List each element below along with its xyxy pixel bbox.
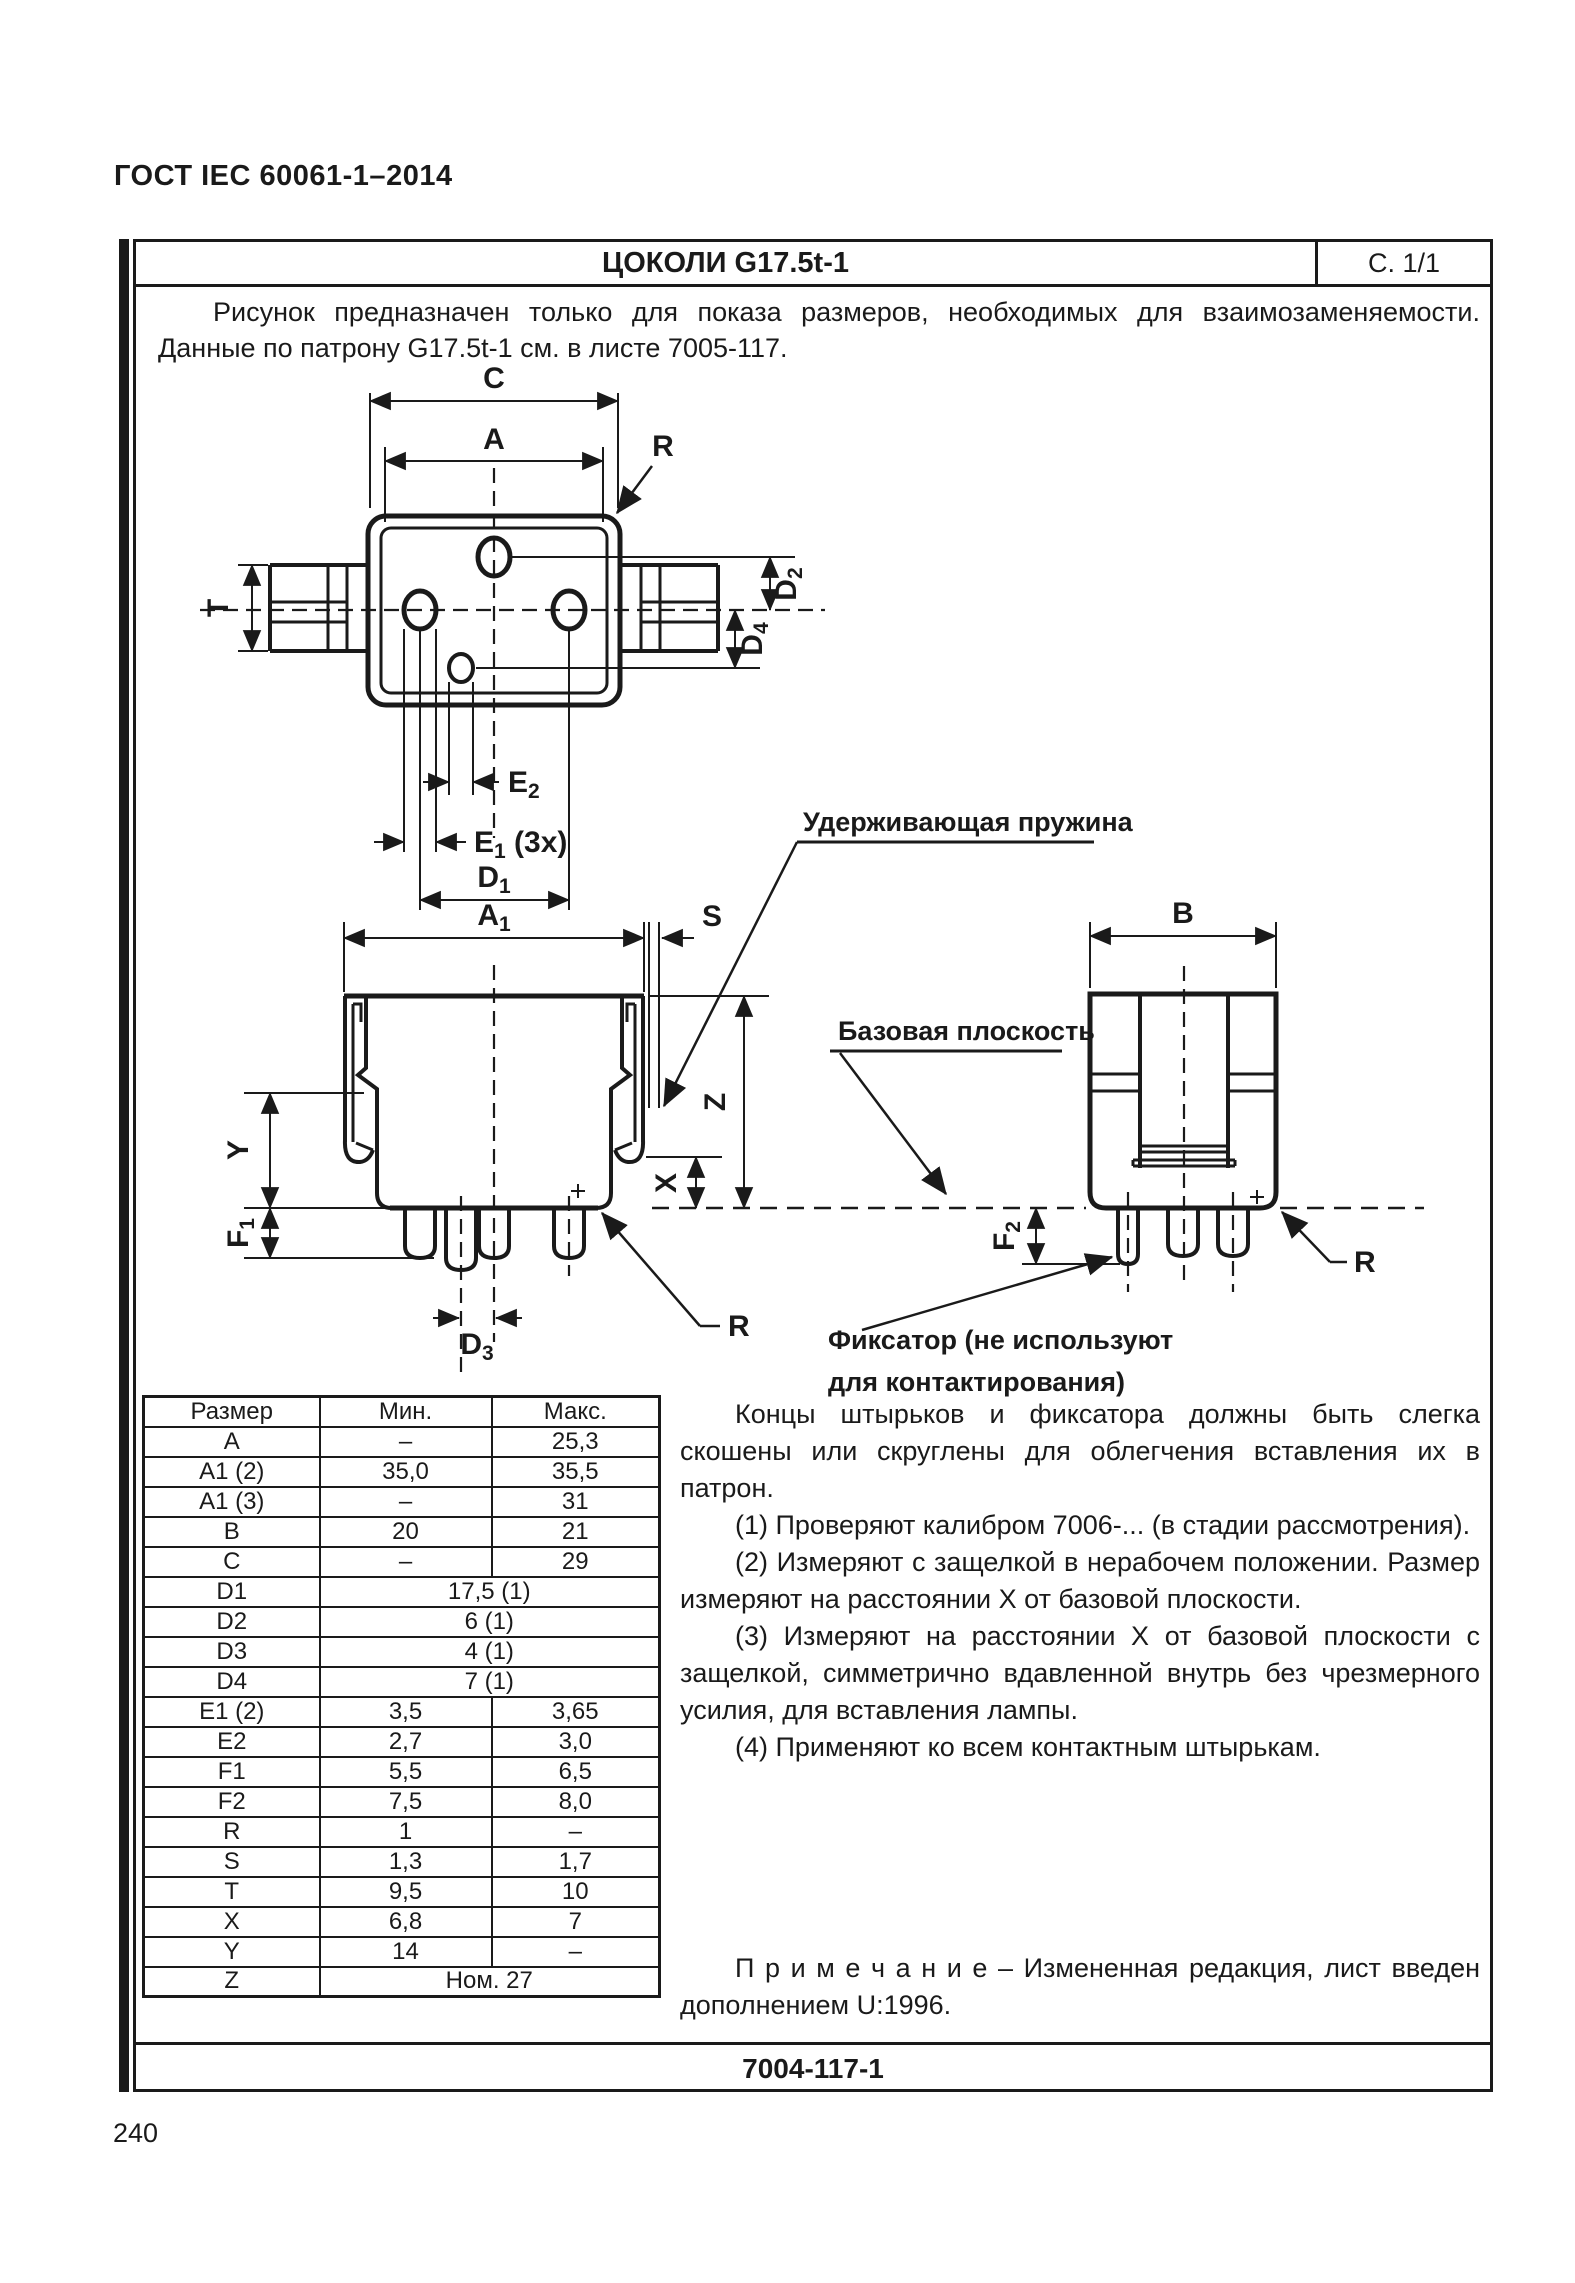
- dim-label-E2: $E_2$: [508, 766, 540, 803]
- table-row: [144, 1937, 660, 1967]
- leader-R-top: [617, 466, 652, 513]
- col-header-max: Макс.: [492, 1397, 660, 1427]
- cell-size: D1: [144, 1577, 320, 1607]
- cell-max: –: [492, 1817, 660, 1847]
- dim-label-A: A: [483, 423, 505, 456]
- dim-label-B: B: [1172, 897, 1194, 930]
- dim-label-X: X: [650, 1172, 683, 1194]
- base-plane-callout: Базовая плоскость: [838, 1016, 1095, 1046]
- dim-label-D2: $D_2$: [770, 567, 807, 601]
- fixator-pin-front: [446, 1208, 476, 1270]
- binding-spine-bar: [119, 239, 129, 2092]
- cell-max: 31: [492, 1487, 660, 1517]
- cell-min: 1,3: [320, 1847, 492, 1877]
- cell-min: 1: [320, 1817, 492, 1847]
- leader-R-front: [602, 1213, 700, 1326]
- dim-label-T: T: [202, 598, 235, 618]
- cell-size: S: [144, 1847, 320, 1877]
- cell-min: 20: [320, 1517, 492, 1547]
- table-row: [144, 1697, 660, 1727]
- table-row: [144, 1577, 660, 1607]
- cell-min: –: [320, 1487, 492, 1517]
- cell-value: Ном. 27: [320, 1967, 660, 1997]
- cell-min: 7,5: [320, 1787, 492, 1817]
- table-row: [144, 1727, 660, 1757]
- cell-size: E2: [144, 1727, 320, 1757]
- cell-max: 1,7: [492, 1847, 660, 1877]
- spring-leader: [664, 842, 797, 1106]
- table-header-row: [144, 1397, 660, 1427]
- cell-value: 6 (1): [320, 1607, 660, 1637]
- cell-max: 29: [492, 1547, 660, 1577]
- footer-bar: [133, 2042, 1493, 2092]
- remark-note: П р и м е ч а н и е – Измененная редакция, лист введен дополнением U:1996.: [680, 1953, 1480, 2020]
- standard-designation: ГОСТ IEC 60061-1–2014: [114, 160, 453, 192]
- dim-label-C: C: [483, 362, 505, 395]
- dim-label-E1: $E_1$ (3x): [474, 826, 568, 863]
- cell-max: 7: [492, 1907, 660, 1937]
- cell-min: –: [320, 1427, 492, 1457]
- cell-size: A1 (3): [144, 1487, 320, 1517]
- table-row: [144, 1757, 660, 1787]
- table-row: [144, 1877, 660, 1907]
- cell-size: B: [144, 1517, 320, 1547]
- title-bar: [133, 239, 1493, 287]
- fixator-pin: [449, 654, 473, 682]
- plus-mark-side: [1250, 1190, 1264, 1204]
- plus-mark-front: [571, 1184, 585, 1198]
- technical-drawing: [140, 362, 1510, 1400]
- table-row: [144, 1787, 660, 1817]
- note-paragraph: (3) Измеряют на расстоянии X от базовой плоскости с защелкой, симметрично вдавленной внутрь без чрезмерного усилия, для вставления лампы.: [680, 1621, 1480, 1725]
- cell-value: 17,5 (1): [320, 1577, 660, 1607]
- left-retaining-spring: [345, 996, 373, 1162]
- dim-label-F2: $F_2$: [988, 1220, 1025, 1252]
- dim-label-D1: $D_1$: [477, 861, 511, 898]
- dim-label-D3: $D_3$: [460, 1328, 494, 1365]
- base-plane-leader: [840, 1053, 946, 1194]
- cell-size: F1: [144, 1757, 320, 1787]
- table-row: [144, 1607, 660, 1637]
- cell-size: A: [144, 1427, 320, 1457]
- table-row: [144, 1427, 660, 1457]
- cell-max: 8,0: [492, 1787, 660, 1817]
- table-row: [144, 1847, 660, 1877]
- dim-label-F1: $F_1$: [222, 1217, 259, 1249]
- dim-label-R-top: R: [652, 430, 674, 463]
- cell-value: 4 (1): [320, 1637, 660, 1667]
- cell-max: 10: [492, 1877, 660, 1907]
- front-view: [222, 899, 769, 1376]
- table-row: [144, 1967, 660, 1997]
- table-row: [144, 1517, 660, 1547]
- top-view: [200, 362, 825, 910]
- table-row: [144, 1817, 660, 1847]
- dim-label-D4: $D_4$: [736, 622, 773, 656]
- cell-min: –: [320, 1547, 492, 1577]
- leader-R-side: [1282, 1212, 1330, 1262]
- note-paragraph: (4) Применяют ко всем контактным штырькам.: [735, 1732, 1321, 1762]
- right-wing: [620, 565, 718, 651]
- dim-label-Y: Y: [222, 1139, 255, 1161]
- cell-min: 6,8: [320, 1907, 492, 1937]
- cell-size: R: [144, 1817, 320, 1847]
- cell-value: 7 (1): [320, 1667, 660, 1697]
- cell-max: 3,0: [492, 1727, 660, 1757]
- dim-label-R-side: R: [1354, 1246, 1376, 1279]
- intro-paragraph: Рисунок предназначен только для показа размеров, необходимых для взаимозаменяемости. Данные по патрону G17.5t-1 см. в листе 7005-117.: [158, 297, 1480, 363]
- fixator-callout-line2: для контактирования): [828, 1367, 1125, 1397]
- cell-size: E1 (2): [144, 1697, 320, 1727]
- cell-size: A1 (2): [144, 1457, 320, 1487]
- col-header-size: Размер: [144, 1397, 320, 1427]
- callouts: [664, 807, 1173, 1397]
- cell-size: F2: [144, 1787, 320, 1817]
- contact-pin: [405, 1208, 435, 1258]
- table-row: [144, 1487, 660, 1517]
- body-left-wall: [358, 996, 392, 1208]
- cell-size: Z: [144, 1967, 320, 1997]
- fixator-callout-line1: Фиксатор (не используют: [828, 1325, 1174, 1355]
- cell-min: 2,7: [320, 1727, 492, 1757]
- cell-min: 35,0: [320, 1457, 492, 1487]
- dim-label-A1: $A_1$: [477, 899, 511, 936]
- table-row: [144, 1457, 660, 1487]
- cell-size: Y: [144, 1937, 320, 1967]
- cell-max: –: [492, 1937, 660, 1967]
- cell-max: 21: [492, 1517, 660, 1547]
- page-number: 240: [113, 2118, 159, 2148]
- note-paragraph: (2) Измеряют с защелкой в нерабочем положении. Размер измеряют на расстоянии X от базовой плоскости.: [680, 1547, 1480, 1614]
- cell-min: 3,5: [320, 1697, 492, 1727]
- cell-size: D4: [144, 1667, 320, 1697]
- sheet-number: 7004-117-1: [742, 2052, 884, 2084]
- sheet-page-ref: С. 1/1: [1315, 242, 1490, 284]
- left-wing: [270, 565, 368, 651]
- cell-max: 6,5: [492, 1757, 660, 1787]
- cell-size: X: [144, 1907, 320, 1937]
- cell-size: D2: [144, 1607, 320, 1637]
- table-row: [144, 1667, 660, 1697]
- table-row: [144, 1637, 660, 1667]
- side-view: [988, 897, 1376, 1292]
- cell-min: 9,5: [320, 1877, 492, 1907]
- cell-max: 35,5: [492, 1457, 660, 1487]
- col-header-min: Мин.: [320, 1397, 492, 1427]
- fixator-leader: [862, 1257, 1112, 1330]
- spring-callout: Удерживающая пружина: [803, 807, 1133, 837]
- sheet-title: ЦОКОЛИ G17.5t-1: [602, 246, 849, 279]
- notes-column: [680, 1396, 1480, 1766]
- right-retaining-spring: [615, 996, 643, 1162]
- dim-label-Z: Z: [699, 1092, 732, 1112]
- dim-label-S: S: [702, 900, 723, 933]
- dim-label-R-front: R: [728, 1310, 750, 1343]
- cell-size: T: [144, 1877, 320, 1907]
- cell-max: 3,65: [492, 1697, 660, 1727]
- cell-min: 14: [320, 1937, 492, 1967]
- dimension-table: [142, 1395, 661, 1998]
- cell-size: D3: [144, 1637, 320, 1667]
- cell-max: 25,3: [492, 1427, 660, 1457]
- note-paragraph: Концы штырьков и фиксатора должны быть слегка скошены или скруглены для облегчения вставления их в патрон.: [680, 1399, 1480, 1503]
- table-row: [144, 1907, 660, 1937]
- cell-size: C: [144, 1547, 320, 1577]
- table-row: [144, 1547, 660, 1577]
- cell-min: 5,5: [320, 1757, 492, 1787]
- note-paragraph: (1) Проверяют калибром 7006-... (в стадии рассмотрения).: [735, 1510, 1471, 1540]
- body-right-wall: [596, 996, 630, 1208]
